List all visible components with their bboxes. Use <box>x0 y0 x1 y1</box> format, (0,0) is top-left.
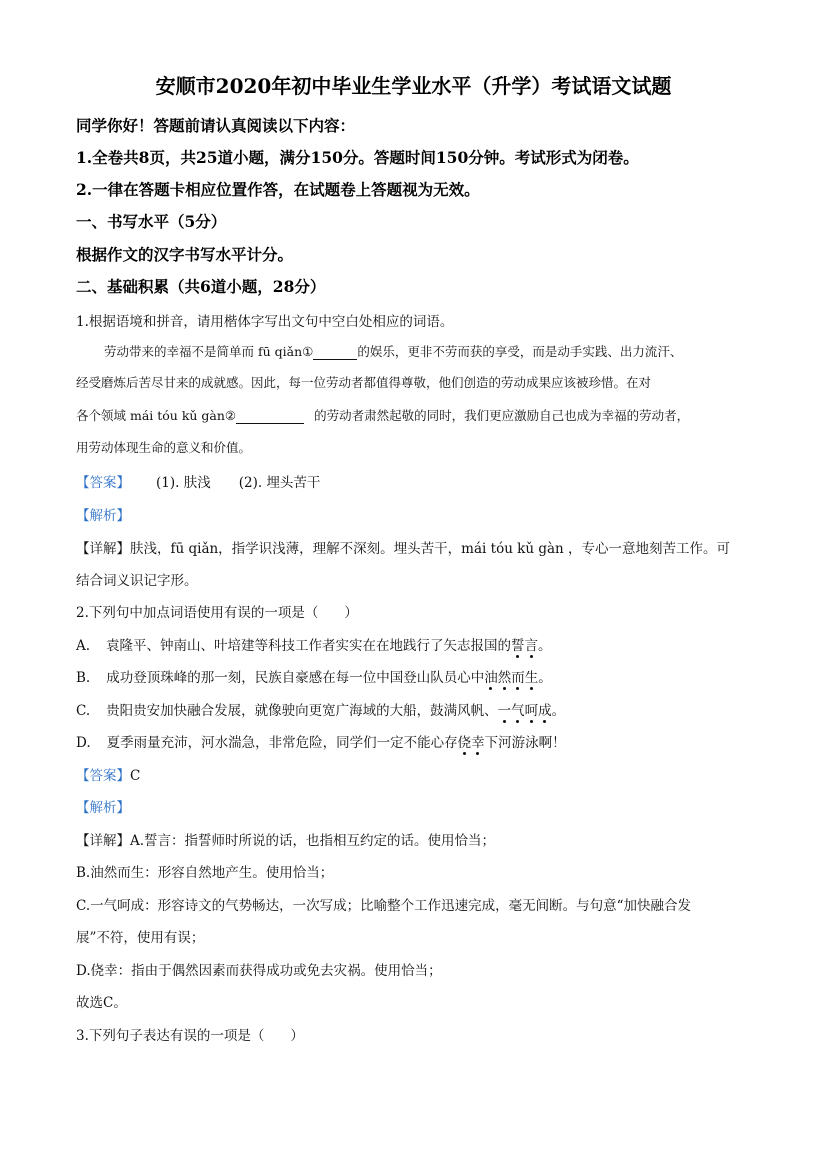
notice-rule-2: 2.一律在答题卡相应位置作答，在试题卷上答题视为无效。 <box>76 180 480 199</box>
emphasis-dot-char: 成 <box>538 699 552 719</box>
emphasis-dot-char: 言 <box>525 634 539 654</box>
q2-answer-line <box>76 764 140 784</box>
q3-prompt: 3.下列句子表达有误的一项是（ ） <box>76 1028 304 1044</box>
q2-option-c: C. 贵阳贵安加快融合发展，就像驶向更宽广海域的大船，鼓满风帆、一气呵成。 <box>76 699 565 719</box>
option-label: C. <box>76 703 91 719</box>
q1-passage-line-4: 用劳动体现生命的意义和价值。 <box>76 440 252 455</box>
q1-blank-1 <box>313 345 357 360</box>
notice-greeting: 同学你好！答题前请认真阅读以下内容： <box>76 116 356 135</box>
q2-detail-line-1: 【详解】A.誓言：指誓师时所说的话，也指相互约定的话。使用恰当； <box>76 833 496 849</box>
q1-answer-2: (2). 埋头苦干 <box>238 475 321 491</box>
section-1-desc: 根据作文的汉字书写水平计分。 <box>76 245 294 264</box>
q1-passage-line-2: 经受磨炼后苦尽甘来的成就感。因此，每一位劳动者都值得尊敬，他们创造的劳动成果应该被珍惜。在对 <box>76 375 652 390</box>
section-2-heading: 二、基础积累（共6道小题，28分） <box>76 277 326 296</box>
q2-detail-line-6: 故选C。 <box>76 995 127 1011</box>
q2-detail-line-5: D.侥幸：指由于偶然因素而获得成功或免去灾祸。使用恰当； <box>76 963 442 979</box>
notice-rule-1: 1.全卷共8页，共25道小题，满分150分。答题时间150分钟。考试形式为闭卷。 <box>76 148 639 167</box>
emphasis-dot-char: 而 <box>511 666 525 686</box>
q1-passage-text: 劳动带来的幸福不是简单而 fū qiǎn① <box>104 344 314 359</box>
q1-passage-line-3 <box>76 406 689 424</box>
q1-passage-text: 的劳动者肃然起敬的同时，我们更应激励自己也成为幸福的劳动者， <box>314 408 690 423</box>
q2-option-d-dotted-word <box>458 735 485 751</box>
q1-answer-line <box>76 471 320 491</box>
q2-option-c-dotted-word <box>498 703 552 719</box>
emphasis-dot-char: 呵 <box>525 699 539 719</box>
section-1-heading: 一、书写水平（5分） <box>76 212 227 231</box>
q1-analysis-tag: 【解析】 <box>76 508 130 524</box>
q2-answer: C <box>130 768 141 784</box>
q2-option-d: D. 夏季雨量充沛，河水湍急，非常危险，同学们一定不能心存侥幸下河游泳啊！ <box>76 731 566 751</box>
emphasis-dot-char: 生 <box>525 666 539 686</box>
emphasis-dot-char: 然 <box>498 666 512 686</box>
answer-tag: 【答案】 <box>76 768 130 784</box>
q2-analysis-tag: 【解析】 <box>76 800 130 816</box>
emphasis-dot-char: 油 <box>484 666 498 686</box>
option-label: D. <box>76 735 91 751</box>
q1-prompt: 1.根据语境和拼音，请用楷体字写出文句中空白处相应的词语。 <box>76 314 454 330</box>
q1-detail-line-1: 【详解】肤浅，fū qiǎn，指学识浅薄，理解不深刻。埋头苦干，mái tóu kǔ gàn ，专心一意地刻苦工作。可 <box>76 541 731 557</box>
q2-option-a-dotted-word <box>511 638 538 654</box>
q1-passage-line-1 <box>104 342 682 360</box>
page-title: 安顺市2020年初中毕业生学业水平（升学）考试语文试题 <box>155 74 672 98</box>
q2-option-a: A. 袁隆平、钟南山、叶培建等科技工作者实实在在地践行了矢志报国的誓言。 <box>76 634 552 654</box>
emphasis-dot-char: 气 <box>511 699 525 719</box>
q2-detail-line-3: C.一气呵成：形容诗文的气势畅达，一次写成；比喻整个工作迅速完成，毫无间断。与句意“加快融合发 <box>76 898 692 914</box>
q2-option-b: B. 成功登顶珠峰的那一刻，民族自豪感在每一位中国登山队员心中油然而生。 <box>76 666 552 686</box>
q1-passage-text: 各个领域 mái tóu kǔ gàn② <box>76 408 237 423</box>
option-label: A. <box>76 638 91 654</box>
q1-passage-text: 的娱乐，更非不劳而获的享受，而是动手实践、出力流汗、 <box>357 344 683 359</box>
q2-detail-line-4: 展”不符，使用有误； <box>76 930 205 946</box>
q1-blank-2 <box>236 409 304 424</box>
q2-prompt: 2.下列句中加点词语使用有误的一项是（ ） <box>76 605 358 621</box>
answer-tag: 【答案】 <box>76 475 130 491</box>
option-label: B. <box>76 670 91 686</box>
q2-detail-line-2: B.油然而生：形容自然地产生。使用恰当； <box>76 865 334 881</box>
emphasis-dot-char: 幸 <box>471 731 485 751</box>
emphasis-dot-char: 侥 <box>458 731 472 751</box>
q1-detail-line-2: 结合词义识记字形。 <box>76 573 198 589</box>
emphasis-dot-char: 一 <box>498 699 512 719</box>
q2-option-b-dotted-word <box>484 670 538 686</box>
q1-answer-1: (1). 肤浅 <box>156 475 211 491</box>
emphasis-dot-char: 誓 <box>511 634 525 654</box>
